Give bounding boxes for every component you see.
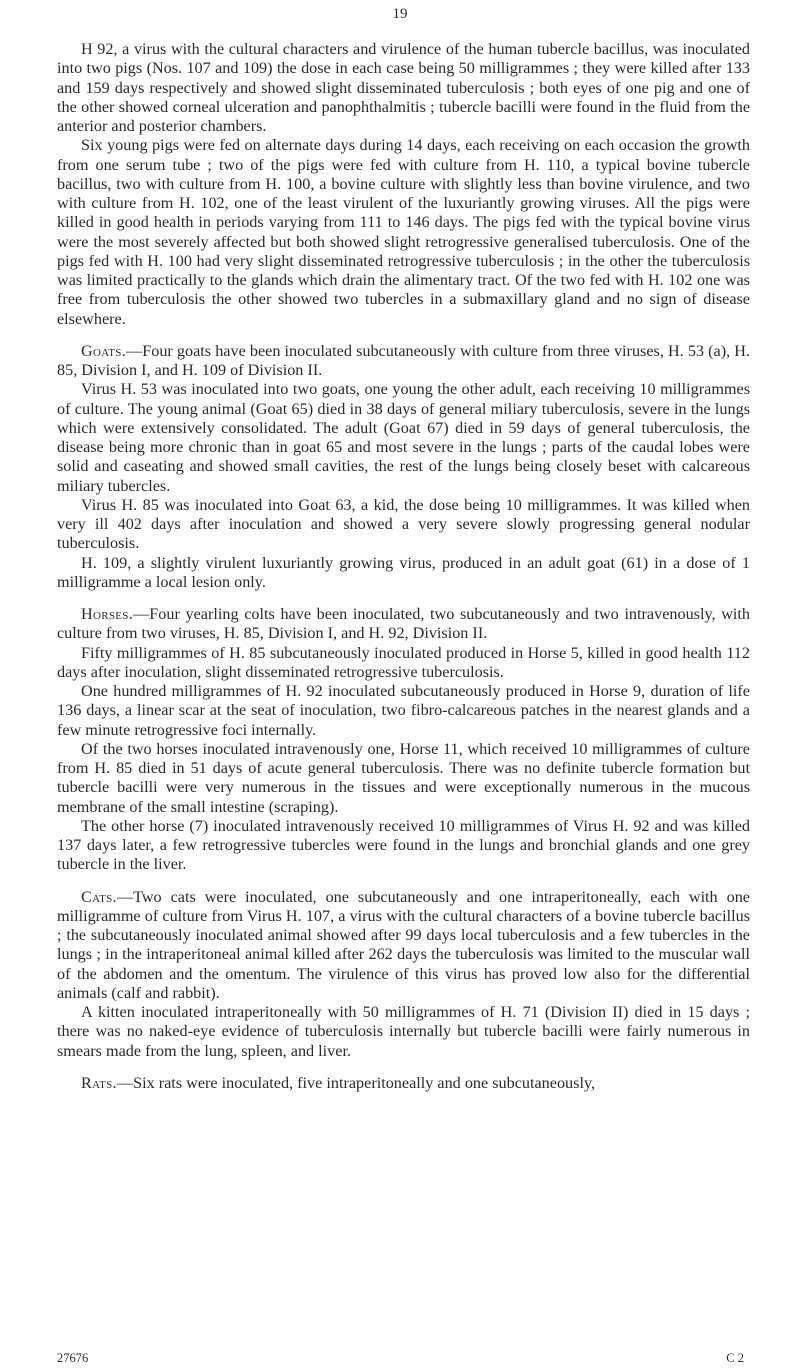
paragraph-cats-intro bbox=[57, 888, 750, 1004]
paragraph-goats-intro bbox=[57, 342, 750, 381]
cats-intro-text: —Two cats were inoculated, one subcutaneously and one intraperitoneally, each with one milligramme of culture from Virus H. 107, a virus with the cultural characters of a bovine tubercle bacillus ; the subcutaneously inoculated animal showed after 99 days local tuberculosis and a few tubercles in the lungs ; in the intraperitoneal animal killed after 262 days the tuberculosis was limited to the muscular wall of the abdomen and the omentum. The virulence of this virus has proved low also for the differential animals (calf and rabbit). bbox=[57, 887, 750, 1002]
page-footer bbox=[57, 1351, 750, 1366]
paragraph-h109-goat: H. 109, a slightly virulent luxuriantly growing virus, produced in an adult goat (61) in a dose of 1 milligramme a local lesion only. bbox=[57, 553, 750, 591]
page-number: 19 bbox=[392, 6, 408, 22]
paragraph-rats-intro bbox=[57, 1074, 750, 1093]
paragraph-kitten: A kitten inoculated intraperitoneally with 50 milligrammes of H. 71 (Division II) died in 15 days ; there was no naked-eye evidence of tuberculosis internally but tubercle bacilli were fairly numerous in smears made from the lung, spleen, and liver. bbox=[57, 1003, 750, 1060]
paragraph-horse-7: The other horse (7) inoculated intravenously received 10 milligrammes of Virus H. 92 and was killed 137 days later, a few retrogressive tubercles were found in the lungs and bronchial glands and one grey tubercle in the liver. bbox=[57, 816, 750, 874]
signature-mark: C 2 bbox=[726, 1351, 744, 1365]
paragraph-horse-9: One hundred milligrammes of H. 92 inoculated subcutaneously produced in Horse 9, duration of life 136 days, a linear scar at the seat of inoculation, two fibro-calcareous patches in the nearest glands and a few minute retrogressive foci internally. bbox=[57, 682, 750, 739]
rats-intro-text: —Six rats were inoculated, five intraperitoneally and one subcutaneously, bbox=[116, 1073, 596, 1092]
paragraph-feeding-pigs: Six young pigs were fed on alternate days during 14 days, each receiving on each occasion the growth from one serum tube ; two of the pigs were fed with culture from H. 110, a typical bovine tubercle bacillus, two with culture from H. 100, a bovine culture with slightly less than bovine virulence, and two with culture from H. 102, one of the least virulent of the luxuriantly growing viruses. All the pigs were killed in good health in periods varying from 111 to 146 days. The pigs fed with the typical bovine virus were the most severely affected but both showed slight retrogressive generalised tuberculosis. One of the pigs fed with H. 100 had very slight disseminated retrogressive tuberculosis ; in the other the tuberculosis was limited practically to the glands which drain the alimentary tract. Of the two fed with H. 102 one was free from tuberculosis the other showed two tubercles in a submaxillary gland and no sign of disease elsewhere. bbox=[57, 136, 750, 328]
horses-intro-text: —Four yearling colts have been inoculated, two subcutaneously and two intravenously, with culture from two viruses, H. 85, Division I, and H. 92, Division II. bbox=[57, 605, 750, 643]
paragraph-horse-11: Of the two horses inoculated intravenously one, Horse 11, which received 10 milligrammes of culture from H. 85 died in 51 days of acute general tuberculosis. There was no definite tubercle formation but tubercle bacilli were very numerous in the tissues and were exceptionally numerous in the mucous membrane of the small intestine (scraping). bbox=[57, 739, 750, 816]
paragraph-virus-h85: Virus H. 85 was inoculated into Goat 63, a kid, the dose being 10 milligrammes. It was killed when very ill 402 days after inoculation and showed a very severe slowly progressing general nodular tuberculosis. bbox=[57, 495, 750, 553]
paragraph-h92-pigs: H 92, a virus with the cultural characters and virulence of the human tubercle bacillus, was inoculated into two pigs (Nos. 107 and 109) the dose in each case being 50 milligrammes ; they were killed after 133 and 159 days respectively and showed slight disseminated tuberculosis ; both eyes of one pig and one of the other showed corneal ulceration and panophthalmitis ; tubercle bacilli were found in the fluid from the anterior and posterior chambers. bbox=[57, 40, 750, 135]
print-number: 27676 bbox=[57, 1351, 89, 1365]
heading-cats: Cats. bbox=[81, 887, 117, 906]
paragraph-horses-intro bbox=[57, 605, 750, 644]
heading-horses: Horses. bbox=[81, 605, 134, 623]
heading-goats: Goats. bbox=[81, 341, 127, 360]
body-text bbox=[57, 40, 750, 1093]
paragraph-virus-h53: Virus H. 53 was inoculated into two goats, one young the other adult, each receiving 10 milligrammes of culture. The young animal (Goat 65) died in 38 days of general miliary tuberculosis, severe in the lungs which were extensively consolidated. The adult (Goat 67) died in 59 days of general tuberculosis, the disease being more chronic than in goat 65 and most severe in the lungs ; parts of the caudal lobes were solid and caseating and showed small cavities, the rest of the lungs being closely beset with calcareous miliary tubercles. bbox=[57, 380, 750, 495]
goats-intro-text: Four goats have been inoculated subcutaneously with culture from three viruses, H. 53 (a), H. 85, Division I, and H. 109 of Division II. bbox=[57, 341, 750, 379]
goats-dash: — bbox=[126, 341, 143, 360]
heading-rats: Rats. bbox=[81, 1073, 117, 1092]
paragraph-horse-5: Fifty milligrammes of H. 85 subcutaneously inoculated produced in Horse 5, killed in good health 112 days after inoculation, slight disseminated retrogressive tuberculosis. bbox=[57, 643, 750, 681]
